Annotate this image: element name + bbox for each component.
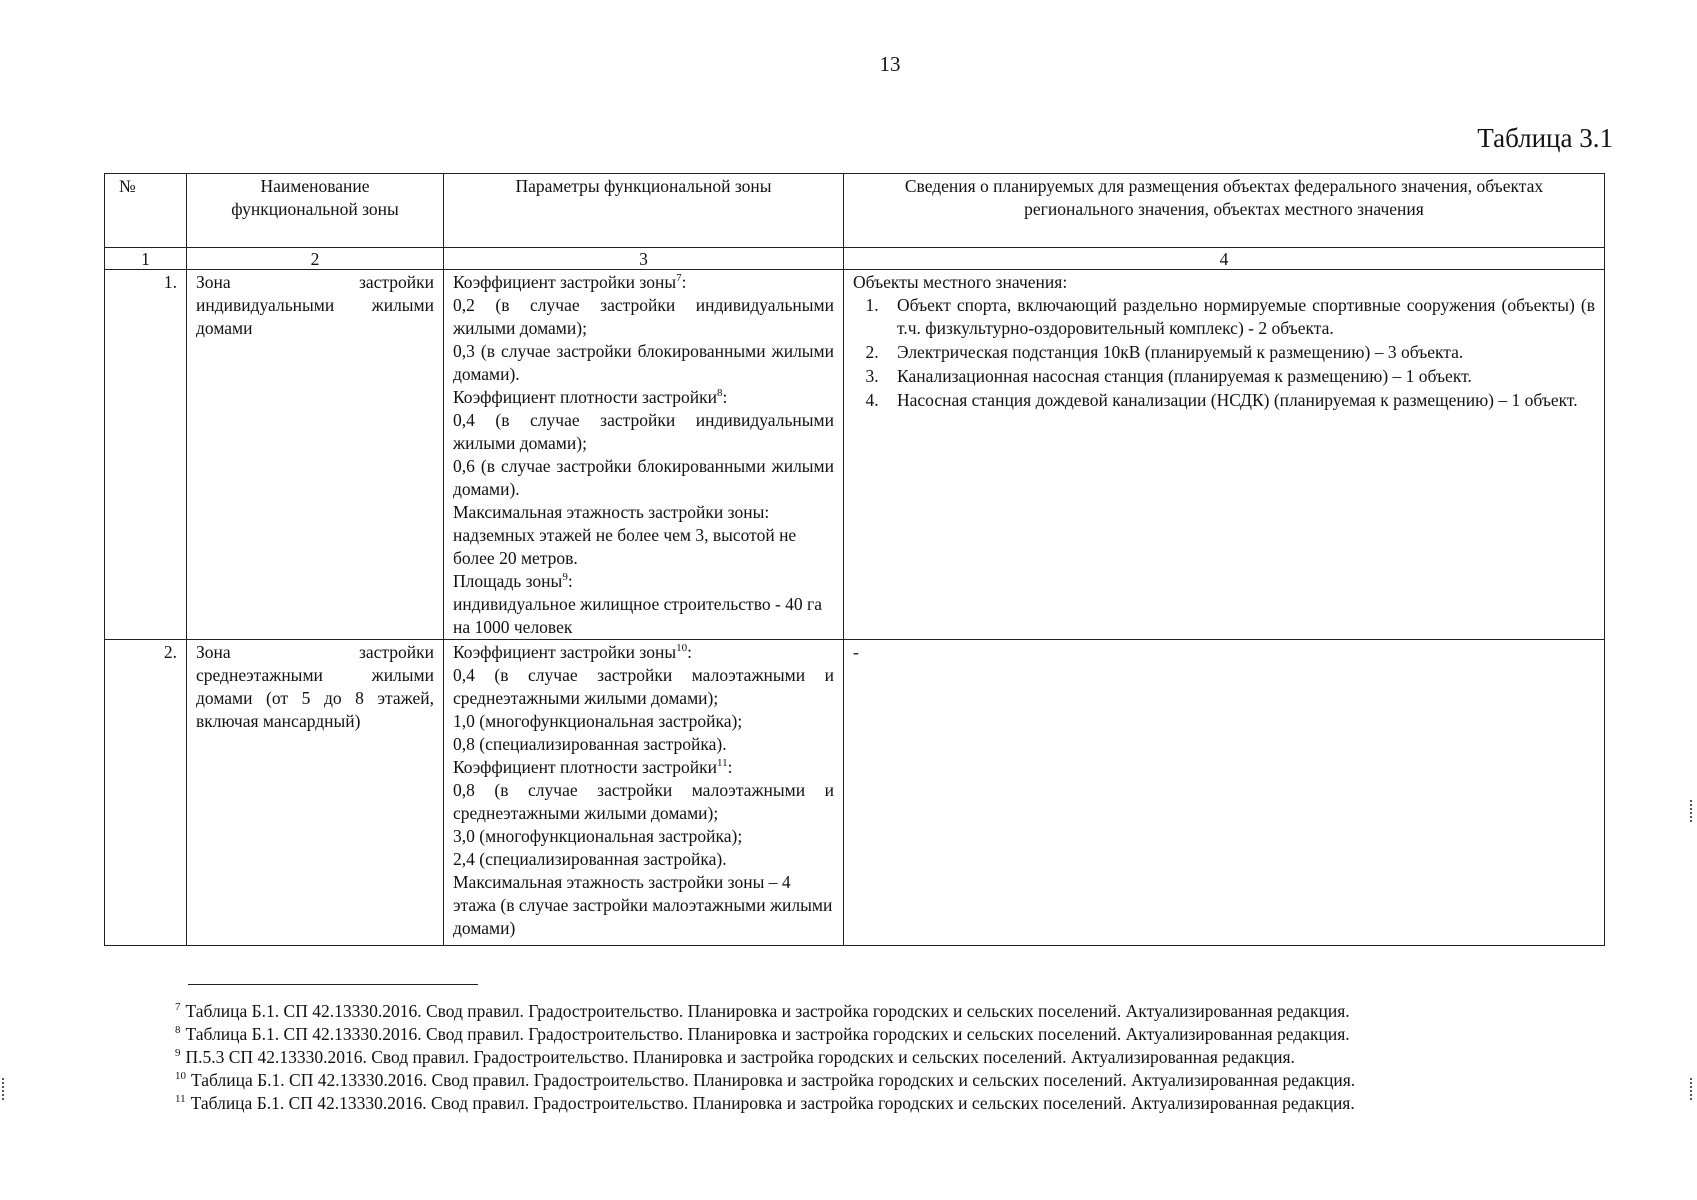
row-number: 1.: [105, 270, 187, 640]
footnotes: [175, 1000, 1675, 1115]
param-line: Максимальная этажность застройки зоны: надземных этажей не более чем 3, высотой не более 20 метров.: [453, 502, 797, 568]
scan-edge-mark: [1690, 1078, 1694, 1100]
table-caption: Таблица 3.1: [1477, 123, 1613, 153]
param-line: Площадь зоны$^9$:: [453, 571, 573, 591]
param-line: индивидуальное жилищное строительство - 40 га на 1000 человек: [453, 594, 822, 637]
footnote-separator: [188, 984, 478, 985]
column-number: 3: [444, 248, 844, 270]
header-planned-objects: Сведения о планируемых для размещения объектах федерального значения, объектах регионального значения, объектах местного значения: [844, 174, 1605, 248]
table-header-row: [105, 174, 1605, 248]
param-line: 0,4 (в случае застройки индивидуальными жилыми домами);: [453, 410, 834, 453]
param-line: 2,4 (специализированная застройка).: [453, 849, 727, 869]
column-number: 4: [844, 248, 1605, 270]
footnote: $^{11}$ Таблица Б.1. СП 42.13330.2016. Свод правил. Градостроительство. Планировка и застройка городских и сельских поселений. Актуализированная редакция.: [175, 1093, 1355, 1113]
header-number: №: [105, 174, 187, 248]
planned-objects: -: [844, 640, 1605, 946]
list-item: 4. Насосная станция дождевой канализации (НСДК) (планируемая к размещению) – 1 объект.: [883, 389, 1595, 412]
param-line: 0,8 (специализированная застройка).: [453, 734, 727, 754]
objects-title: Объекты местного значения:: [853, 272, 1068, 292]
zones-table: [104, 173, 1605, 946]
footnote: $^{10}$ Таблица Б.1. СП 42.13330.2016. Свод правил. Градостроительство. Планировка и застройка городских и сельских поселений. Актуализированная редакция.: [175, 1070, 1356, 1090]
param-line: 0,8 (в случае застройки малоэтажными и среднеэтажными жилыми домами);: [453, 780, 834, 823]
param-line: 0,3 (в случае застройки блокированными жилыми домами).: [453, 341, 834, 384]
scan-edge-mark: [1690, 800, 1694, 822]
param-line: 0,6 (в случае застройки блокированными жилыми домами).: [453, 456, 834, 499]
row-number: 2.: [105, 640, 187, 946]
page-number: 13: [879, 52, 901, 76]
header-zone-params: Параметры функциональной зоны: [444, 174, 844, 248]
header-zone-name: Наименование функциональной зоны: [187, 174, 444, 248]
param-line: Коэффициент плотности застройки$^{11}$:: [453, 757, 733, 777]
zone-params: [444, 640, 844, 946]
param-line: Коэффициент застройки зоны$^7$:: [453, 272, 687, 292]
list-item: 2. Электрическая подстанция 10кВ (планируемый к размещению) – 3 объекта.: [883, 341, 1595, 364]
footnote: $^7$ Таблица Б.1. СП 42.13330.2016. Свод правил. Градостроительство. Планировка и застройка городских и сельских поселений. Актуализированная редакция.: [175, 1001, 1350, 1021]
list-item: 3. Канализационная насосная станция (планируемая к размещению) – 1 объект.: [883, 365, 1595, 388]
param-line: 3,0 (многофункциональная застройка);: [453, 826, 743, 846]
table-row: [105, 640, 1605, 946]
param-line: 0,4 (в случае застройки малоэтажными и среднеэтажными жилыми домами);: [453, 665, 834, 708]
column-number-row: [105, 248, 1605, 270]
column-number: 1: [105, 248, 187, 270]
param-line: Коэффициент застройки зоны$^{10}$:: [453, 642, 692, 662]
planned-objects: [844, 270, 1605, 640]
footnote: $^9$ П.5.3 СП 42.13330.2016. Свод правил. Градостроительство. Планировка и застройка городских и сельских поселений. Актуализированная редакция.: [175, 1047, 1295, 1067]
column-number: 2: [187, 248, 444, 270]
param-line: 1,0 (многофункциональная застройка);: [453, 711, 743, 731]
objects-list: [853, 294, 1595, 412]
param-line: 0,2 (в случае застройки индивидуальными жилыми домами);: [453, 295, 834, 338]
footnote: $^8$ Таблица Б.1. СП 42.13330.2016. Свод правил. Градостроительство. Планировка и застройка городских и сельских поселений. Актуализированная редакция.: [175, 1024, 1350, 1044]
zone-name: Зона застройки среднеэтажными жилыми домами (от 5 до 8 этажей, включая мансардный): [187, 640, 444, 946]
param-line: Максимальная этажность застройки зоны – 4 этажа (в случае застройки малоэтажными жилыми домами): [453, 872, 833, 938]
list-item: 1. Объект спорта, включающий раздельно нормируемые спортивные сооружения (объекты) (в т.ч. физкультурно-оздоровительный комплекс) - 2 объекта.: [883, 294, 1595, 340]
scan-edge-mark: [2, 1078, 6, 1100]
zone-name: Зона застройки индивидуальными жилыми домами: [187, 270, 444, 640]
table-row: [105, 270, 1605, 640]
param-line: Коэффициент плотности застройки$^8$:: [453, 387, 728, 407]
zone-params: [444, 270, 844, 640]
